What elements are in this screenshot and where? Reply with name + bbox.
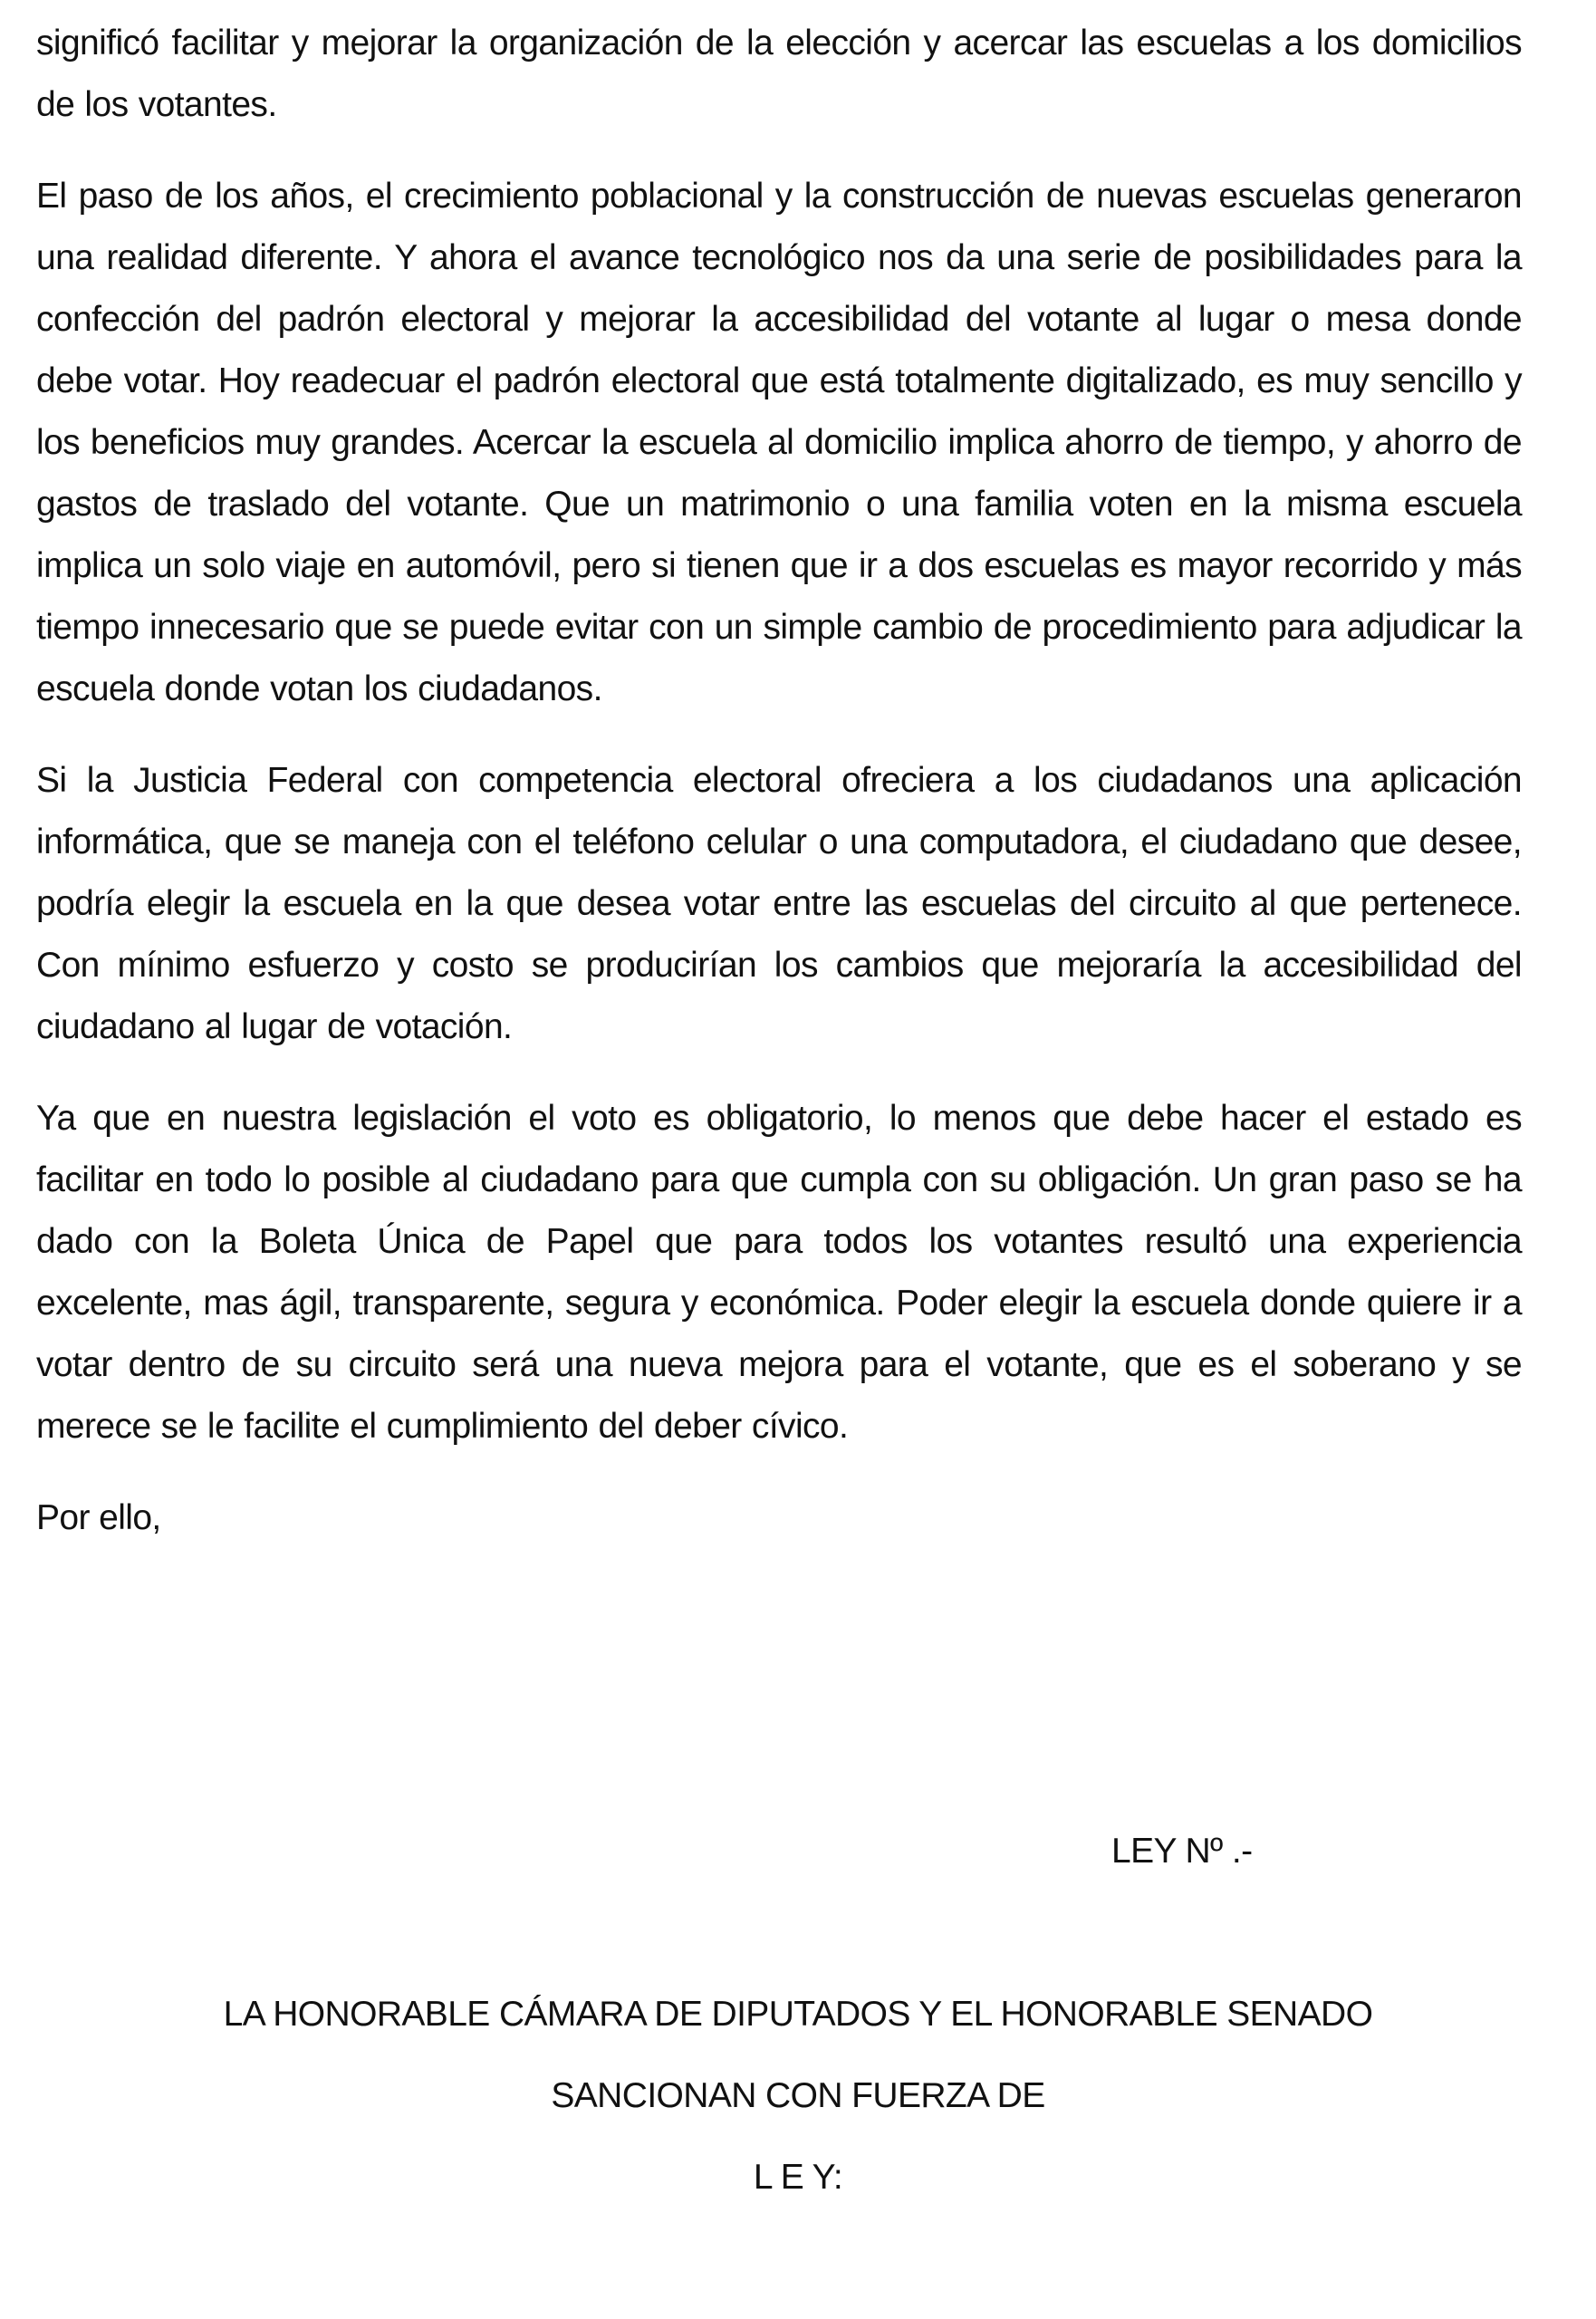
paragraph-population-growth: El paso de los años, el crecimiento poblacional y la construcción de nuevas escuelas generaron una realidad diferente. Y ahora el avance tecnológico nos da una serie de posibilidades para la confección del padrón electoral y mejorar la accesibilidad del votante al lugar o mesa donde debe votar. Hoy readecuar el padrón electoral que está totalmente digitalizado, es muy sencillo y los beneficios muy grandes. Acercar la escuela al domicilio implica ahorro de tiempo, y ahorro de gastos de traslado del votante. Que un matrimonio o una familia voten en la misma escuela implica un solo viaje en automóvil, pero si tienen que ir a dos escuelas es mayor recorrido y más tiempo innecesario que se puede evitar con un simple cambio de procedimiento para adjudicar la escuela donde votan los ciudadanos.	[36, 177, 1522, 708]
paragraph-justicia-federal-app: Si la Justicia Federal con competencia electoral ofreciera a los ciudadanos una aplicación informática, que se maneja con el teléfono celular o una computadora, el ciudadano que desee, podría elegir la escuela en la que desea votar entre las escuelas del circuito al que pertenece. Con mínimo esfuerzo y costo se producirían los cambios que mejoraría la accesibilidad del ciudadano al lugar de votación.	[36, 761, 1522, 1046]
closing-phrase: Por ello,	[36, 1498, 161, 1537]
paragraph-mandatory-vote: Ya que en nuestra legislación el voto es obligatorio, lo menos que debe hacer el estado es facilitar en todo lo posible al ciudadano para que cumpla con su obligación. Un gran paso se ha dado con la Boleta Única de Papel que para todos los votantes resultó una experiencia excelente, mas ágil, transparente, segura y económica. Poder elegir la escuela donde quiere ir a votar dentro de su circuito será una nueva mejora para el votante, que es el soberano y se merece se le facilite el cumplimiento del deber cívico.	[36, 1099, 1522, 1446]
enacting-clause-line-1: LA HONORABLE CÁMARA DE DIPUTADOS Y EL HONORABLE SENADO	[223, 1995, 1373, 2034]
enacting-clause-line-3: L E Y:	[753, 2158, 843, 2197]
enacting-clause-line-2: SANCIONAN CON FUERZA DE	[551, 2076, 1045, 2115]
paragraph-intro-continuation: significó facilitar y mejorar la organización de la elección y acercar las escuelas a los domicilios de los votantes.	[36, 24, 1522, 124]
law-number: LEY Nº .-	[1111, 1832, 1253, 1871]
document-body	[36, 13, 1522, 1549]
